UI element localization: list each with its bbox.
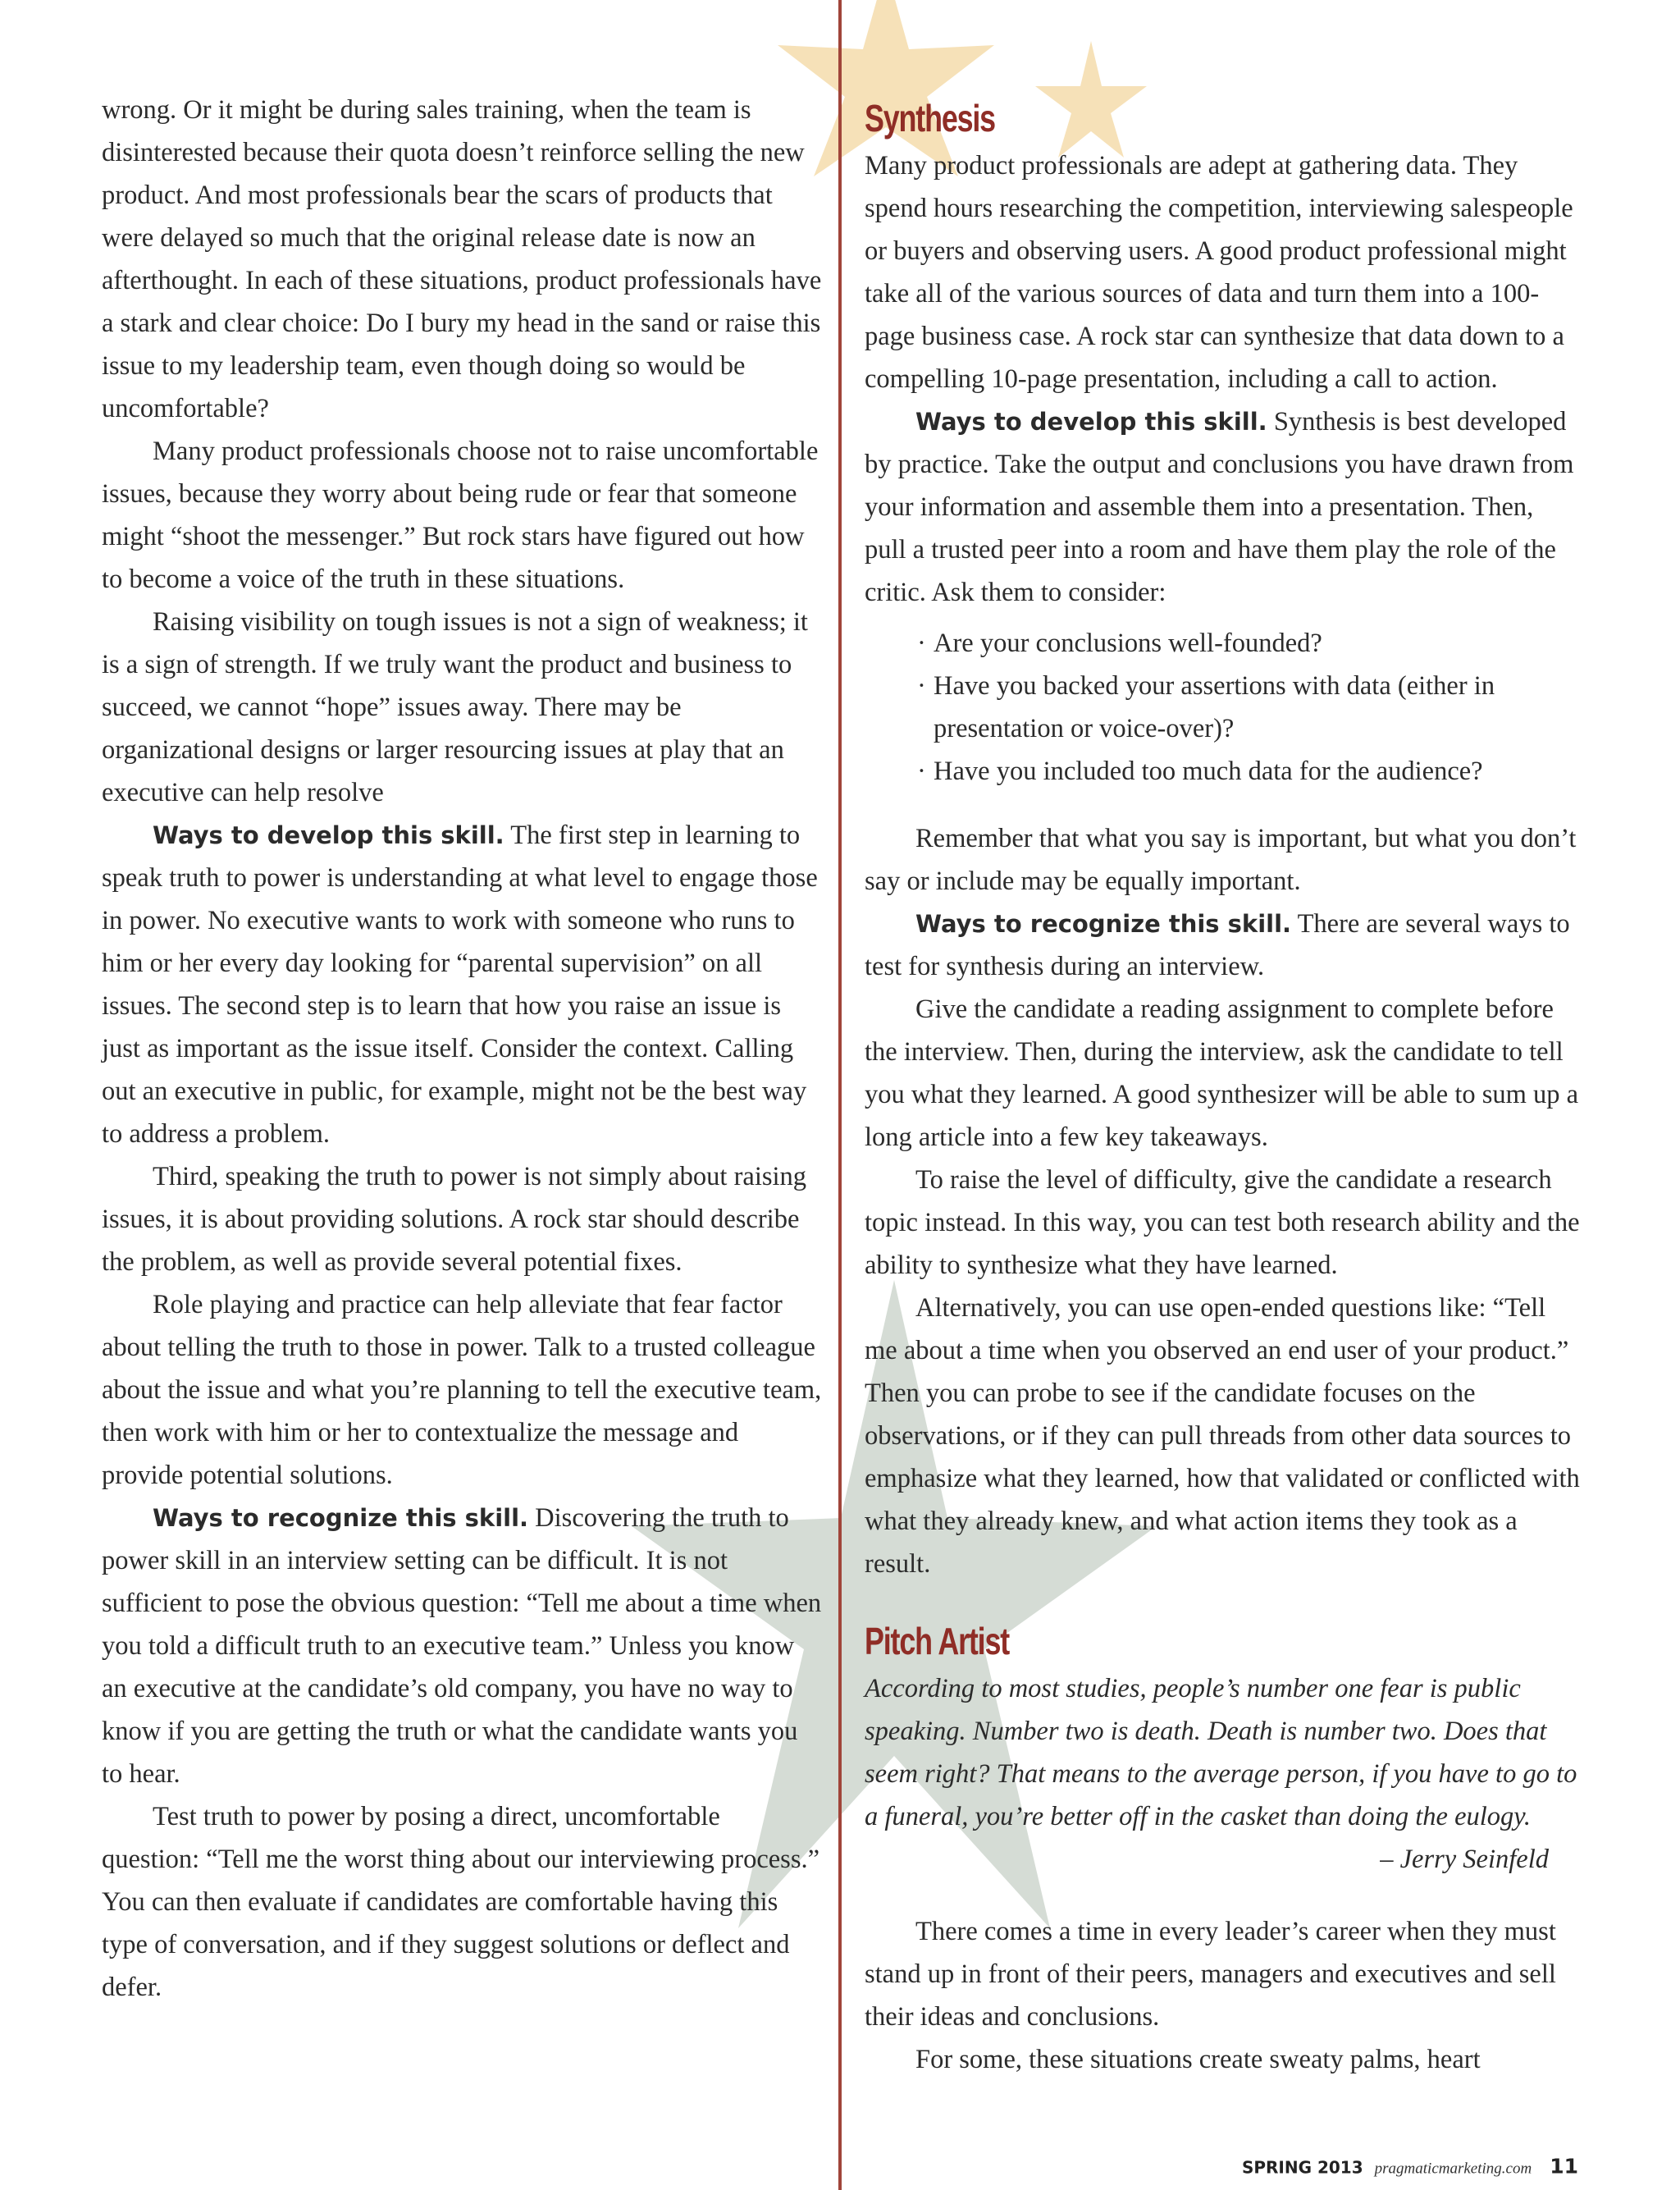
page-number: 11 (1550, 2154, 1578, 2179)
body-paragraph: To raise the level of difficulty, give the candidate a research topic instead. In this way, you can test both research ability and the ability to synthesize what they have learned. (865, 1165, 1580, 1280)
spacer (865, 1881, 1580, 1910)
body-paragraph: Remember that what you say is important, but what you don’t say or include may be equally important. (865, 824, 1577, 896)
paragraph-text: The first step in learning to speak truth to power is understanding at what level to engage those in power. No executive wants to work with someone who runs to him or her every day looking for “parental supervision” on all issues. The second step is to learn that how you raise an issue is just as important as the issue itself. Consider the context. Calling out an executive in public, for example, might not be the best way to address a problem. (102, 821, 818, 1149)
spacer (865, 1585, 1580, 1615)
issue-season: SPRING 2013 (1241, 2157, 1363, 2178)
bullet-item: · Have you included too much data for the audience? (917, 757, 1483, 786)
bullet-item: · Are your conclusions well-founded? (917, 629, 1322, 658)
quote-attribution: – Jerry Seinfeld (1380, 1845, 1549, 1874)
page-footer (1242, 2155, 1578, 2179)
run-in-heading: Ways to recognize this skill. (153, 1504, 529, 1532)
body-paragraph: Third, speaking the truth to power is not simply about raising issues, it is about providing solutions. A rock star should describe the problem, as well as provide several potential fixes. (102, 1162, 807, 1277)
site-url: pragmaticmarketing.com (1374, 2160, 1532, 2178)
body-paragraph: Many product professionals choose not to raise uncomfortable issues, because they worry about being rude or fear that someone might “shoot the messenger.” But rock stars have figured out how to become a voice of the truth in these situations. (102, 437, 819, 594)
paragraph-text: There are several ways to test for synthesis during an interview. (865, 909, 1570, 981)
paragraph-text: Discovering the truth to power skill in an interview setting can be difficult. It is not sufficient to pose the obvious question: “Tell me about a time when you told a difficult truth to an executive team.” Unless you know an executive at the candidate’s old company, you have no way to know if you are getting the truth or what the candidate wants you to hear. (102, 1503, 822, 1789)
body-paragraph: Test truth to power by posing a direct, uncomfortable question: “Tell me the worst thing about our interviewing process.” You can then evaluate if candidates are comfortable having this type of conversation, and if they suggest solutions or deflect and defer. (102, 1802, 820, 2002)
left-column (102, 89, 824, 2009)
bullet-list (865, 622, 1580, 793)
paragraph-text: Synthesis is best developed by practice. Take the output and conclusions you have drawn from your information and assemble them into a presentation. Then, pull a trusted peer into a room and have them play the role of the critic. Ask them to consider: (865, 407, 1574, 607)
body-paragraph (102, 1497, 824, 1795)
body-paragraph (865, 903, 1580, 988)
body-paragraph: Alternatively, you can use open-ended questions like: “Tell me about a time when you observed an end user of your product.” Then you can probe to see if the candidate focuses on the observations, or if they can pull threads from other data sources to emphasize what they learned, how that validated or conflicted with what they already knew, and what action items they took as a result. (865, 1293, 1580, 1579)
bullet-item: · Have you backed your assertions with data (either in presentation or voice-over)? (917, 671, 1495, 743)
section-title-synthesis: Synthesis (865, 97, 995, 139)
spacer (865, 802, 1580, 817)
epigraph-quote: According to most studies, people’s number one fear is public speaking. Number two is death. Death is number two. Does that seem right? That means to the average person, if you have to go to a funeral, you’re better off in the casket than doing the eulogy. (865, 1674, 1577, 1831)
run-in-heading: Ways to develop this skill. (153, 821, 504, 849)
run-in-heading: Ways to develop this skill. (915, 408, 1267, 436)
section-title-pitch-artist: Pitch Artist (865, 1620, 1010, 1662)
body-paragraph: There comes a time in every leader’s career when they must stand up in front of their peers, managers and executives and sell their ideas and conclusions. (865, 1917, 1556, 2032)
body-paragraph: Role playing and practice can help alleviate that fear factor about telling the truth to those in power. Talk to a trusted colleague about the issue and what you’re planning to tell the executive team, then work with him or her to contextualize the message and provide potential solutions. (102, 1290, 822, 1490)
body-paragraph: wrong. Or it might be during sales training, when the team is disinterested because their quota doesn’t reinforce selling the new product. And most professionals bear the scars of products that were delayed so much that the original release date is now an afterthought. In each of these situations, product professionals have a stark and clear choice: Do I bury my head in the sand or raise this issue to my leadership team, even though doing so would be uncomfortable? (102, 95, 822, 423)
body-paragraph: Raising visibility on tough issues is not a sign of weakness; it is a sign of strength. If we truly want the product and business to succeed, we cannot “hope” issues away. There may be organizational designs or larger resourcing issues at play that an executive can help resolve (102, 607, 808, 807)
body-paragraph (865, 400, 1580, 614)
body-paragraph: Many product professionals are adept at gathering data. They spend hours researching the competition, interviewing salespeople or buyers and observing users. A good product professional might take all of the various sources of data and turn them into a 100-page business case. A rock star can synthesize that data down to a compelling 10-page presentation, including a call to action. (865, 151, 1573, 394)
body-paragraph (102, 814, 824, 1155)
body-paragraph: Give the candidate a reading assignment to complete before the interview. Then, during the interview, ask the candidate to tell you what they learned. A good synthesizer will be able to sum up a long article into a few key takeaways. (865, 994, 1579, 1152)
right-column (865, 92, 1580, 2081)
run-in-heading: Ways to recognize this skill. (915, 910, 1292, 938)
column-divider-rule (838, 0, 842, 2190)
body-paragraph: For some, these situations create sweaty palms, heart (915, 2045, 1481, 2074)
